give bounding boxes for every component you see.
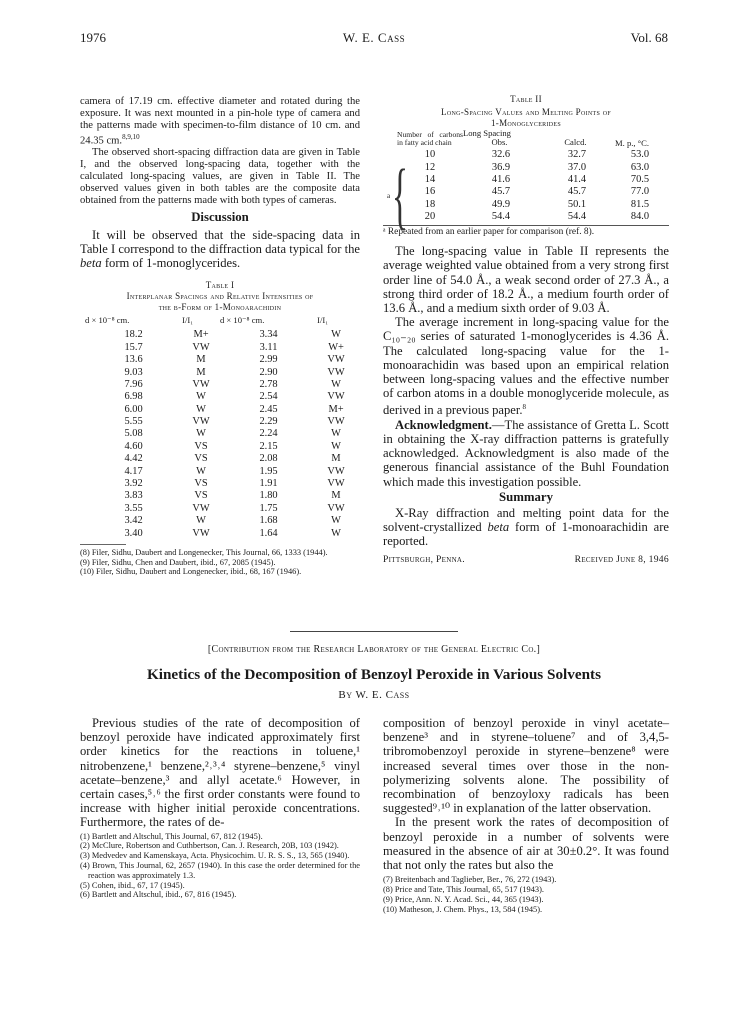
table2-row (397, 199, 665, 211)
table2-row-cell: 41.6 (491, 174, 511, 186)
footnote: (9) Price, Ann. N. Y. Acad. Sci., 44, 365 (1943). (383, 894, 544, 904)
table1-head-d: d × 10⁻⁸ cm. (85, 315, 130, 326)
table1-row-cell: 3.83 (124, 490, 143, 502)
table1-row-cell: 4.42 (124, 453, 143, 465)
table1-row-cell: W (196, 515, 206, 527)
table2-head-long-spacing: Long Spacing Obs. Calcd. (463, 128, 587, 147)
table1-row (85, 342, 355, 354)
table1-row-cell: VW (327, 416, 345, 428)
table2-row-cell: 81.5 (630, 198, 650, 210)
footnote: (7) Breitenbach and Taglieber, Ber., 76, 272 (1943). (383, 875, 557, 885)
table1-label: Table I (205, 280, 235, 291)
table2-row-cell: 10 (424, 149, 436, 161)
table2-brace: { (392, 155, 408, 237)
contribution-line: [Contribution from the Research Laboratory of the General Electric Co.] (207, 644, 541, 655)
table2-row (397, 186, 665, 198)
table2-row-cell: 14 (424, 174, 436, 186)
table2-row (397, 211, 665, 223)
table1-row-cell: VS (194, 440, 208, 452)
table1-row-cell: 18.2 (124, 329, 143, 341)
table1-row (85, 503, 355, 515)
table1-row-cell: 2.99 (259, 354, 278, 366)
discussion-paragraph: It will be observed that the side-spacing data in Table I correspond to the diffraction data typical for the beta form of 1-monoglycerides. (80, 227, 360, 270)
footnote: (10) Filer, Sidhu, Daubert and Longenecker, ibid., 68, 167 (1946). (80, 567, 302, 577)
table1-row-cell: VW (192, 502, 210, 514)
article-left-footnotes (80, 832, 360, 901)
article-left-paragraph: Previous studies of the rate of decomposition of benzoyl peroxide have indicated approximately first order kinetics for the reactions in toluene,¹ nitrobenzene,¹ benzene,²˒³˒⁴ styrene–benzene,⁵ vinyl acetate–benzene,³ and allyl acetate.⁶ However, in certain cases,⁵˒⁶ the first order constants were found to increase with higher initial peroxide concentrations. Furthermore, the rates of de- (80, 716, 360, 830)
table1-row-cell: 1.91 (259, 478, 278, 490)
table1-row (85, 329, 355, 341)
footnote: (8) Price and Tate, This Journal, 65, 517 (1943). (383, 885, 544, 895)
table1-row-cell: 5.08 (124, 428, 143, 440)
table1-row-cell: W (196, 428, 206, 440)
table2-row-cell: 70.5 (630, 174, 650, 186)
article-title: Kinetics of the Decomposition of Benzoyl Peroxide in Various Solvents (146, 666, 602, 683)
table1-row-cell: 2.45 (259, 403, 278, 415)
table1-row-cell: M+ (193, 329, 209, 341)
table1-row-cell: VS (194, 478, 208, 490)
table2-row-cell: 12 (424, 161, 436, 173)
table1-row (85, 478, 355, 490)
table2-row-cell: 41.4 (567, 174, 587, 186)
table1-row-cell: 1.75 (259, 502, 278, 514)
table1-row-cell: 2.90 (259, 366, 278, 378)
table1-row-cell: W (331, 440, 341, 452)
table1-row (85, 416, 355, 428)
table1-row-cell: 3.42 (124, 515, 143, 527)
intro-paragraph-2: The observed short-spacing diffraction data are given in Table I, and the observed long-spacing data, together with the calculated long-spacing values, are given in Table II. The observed values given in both tables are the composite data obtained from the patterns made with both types of cameras. (80, 147, 360, 206)
table1-row (85, 527, 355, 539)
table1-row-cell: VW (192, 341, 210, 353)
table1-row-cell: M+ (328, 403, 344, 415)
running-header (80, 30, 668, 46)
table2-row-cell: 54.4 (491, 211, 511, 223)
table1-head-i: I/I₁ (182, 315, 194, 326)
table1-row-cell: 6.00 (124, 403, 143, 415)
article-right-paragraph-1: composition of benzoyl peroxide in vinyl acetate–benzene³ and in styrene–toluene⁷ and of 3,4,5-tribromobenzoyl peroxide in styrene–benzene⁸ were increased several times over those in the non-polymerizing solvents alone. The possibility of recombination of benzoyloxy radicals has been suggested⁹˒¹⁰ in explanation of the latter observation. (383, 716, 669, 816)
right-paragraph-1: The long-spacing value in Table II represents the average weighted value obtained from a very strong first order line of 54.0 Å., a weak second order of 27.3 Å., a strong third order of 18.2 Å., a medium fourth order of 13.6 Å., and a medium sixth order of 9.03 Å. (383, 244, 669, 315)
footnote: (8) Filer, Sidhu, Daubert and Longenecker, This Journal, 66, 1333 (1944). (80, 547, 328, 557)
article-right-column (383, 716, 669, 914)
table2-row-cell: 36.9 (491, 161, 511, 173)
running-author: W. E. Cass (342, 30, 406, 45)
table1-head-d: d × 10⁻⁸ cm. (219, 315, 265, 326)
footnote: (5) Cohen, ibid., 67, 17 (1945). (80, 880, 185, 890)
received-date: Received June 8, 1946 (574, 554, 669, 566)
table1-row-cell: VS (194, 490, 208, 502)
table2-row-cell: 84.0 (630, 211, 650, 223)
table2-row-cell: 20 (424, 211, 436, 223)
table1-row-cell: 2.54 (259, 391, 278, 403)
table2-row (397, 149, 665, 161)
table1-row-cell: 2.78 (259, 378, 278, 390)
table1-row-cell: W (331, 378, 341, 390)
table1-row-cell: 9.03 (124, 366, 143, 378)
footnote-rule (80, 544, 126, 545)
article-right-paragraph-2: In the present work the rates of decomposition of benzoyl peroxide in a number of solvents were measured in the absence of air at 30±0.2°. It was found that not only the rates but also the (383, 815, 669, 873)
table2-row-cell: 18 (424, 198, 436, 210)
left-footnotes (80, 548, 360, 577)
table1-row-cell: 3.34 (259, 329, 278, 341)
table1-row (85, 515, 355, 527)
footnote: (9) Filer, Sidhu, Chen and Daubert, ibid., 67, 2085 (1945). (80, 557, 276, 567)
table1-row-cell: 1.68 (259, 515, 278, 527)
table2-row-cell: 16 (424, 186, 436, 198)
table1-row-cell: M (331, 453, 341, 465)
table1-row-cell: 1.80 (259, 490, 278, 502)
table1-row-cell: VW (327, 366, 345, 378)
table2-row-cell: 45.7 (567, 186, 587, 198)
right-column (383, 94, 669, 566)
table2 (397, 129, 665, 223)
table1-row-cell: W (331, 428, 341, 440)
table1-row-cell: 2.15 (259, 440, 278, 452)
table2-footnote: ᵃ Repeated from an earlier paper for comparison (ref. 8). (383, 227, 595, 238)
footnote: (3) Medvedev and Kamenskaya, Acta. Physicochim. U. R. S. S., 13, 565 (1940). (80, 851, 350, 861)
table1-row-cell: 3.55 (124, 502, 143, 514)
table2-head-mp: M. p., °C. (615, 137, 649, 148)
table1-row-cell: VW (327, 465, 345, 477)
article-right-footnotes (383, 875, 669, 914)
table1-row-cell: M (196, 366, 206, 378)
volume-label: Vol. 68 (630, 30, 668, 45)
footnote: (10) Matheson, J. Chem. Phys., 13, 584 (1945). (383, 904, 543, 914)
table1-row-cell: 5.55 (124, 416, 143, 428)
table1-head-i: I/I₁ (317, 315, 329, 326)
table1 (85, 315, 355, 540)
table1-row-cell: VW (327, 391, 345, 403)
table1-row (85, 366, 355, 378)
table1-row-cell: W (196, 403, 206, 415)
table1-row-cell: VW (327, 502, 345, 514)
footnote: (4) Brown, This Journal, 62, 2657 (1940). In this case the order determined for the reaction was approximately 1.3. (80, 861, 360, 880)
table1-row (85, 465, 355, 477)
table1-caption-line1: Interplanar Spacings and Relative Intensities of (126, 291, 314, 302)
left-column (80, 96, 360, 577)
table1-row-cell: W (331, 527, 341, 539)
table1-row-cell: 13.6 (124, 354, 143, 366)
table2-row-cell: 50.1 (567, 198, 587, 210)
table1-row-cell: 2.08 (259, 453, 278, 465)
table1-row-cell: VW (192, 527, 210, 539)
table1-row-cell: W (331, 515, 341, 527)
acknowledgment-paragraph: Acknowledgment.—The assistance of Gretta L. Scott in obtaining the X-ray diffraction patterns is gratefully acknowledged. Acknowledgment is also made of the generous financial assistance of the Buhl Foundation which made this investigation possible. (383, 417, 669, 489)
table2-row-cell: 37.0 (567, 161, 587, 173)
table2-head-carbons: Number of carbons in fatty acid chain (397, 130, 463, 147)
table1-row-cell: 6.98 (124, 391, 143, 403)
table1-row (85, 379, 355, 391)
table2-row (397, 161, 665, 173)
table2-label: Table II (510, 94, 542, 104)
table1-row-cell: W (196, 465, 206, 477)
article-left-column (80, 716, 360, 900)
table1-row-cell: 3.11 (259, 341, 278, 353)
table1-row-cell: W+ (328, 341, 344, 353)
table1-row (85, 391, 355, 403)
table2-brace-footnote-mark: a (387, 192, 391, 200)
dateline (383, 554, 669, 566)
table1-row (85, 490, 355, 502)
table2-row (397, 174, 665, 186)
footnote: (2) McClure, Robertson and Cuthbertson, Can. J. Research, 20B, 103 (1942). (80, 841, 339, 851)
summary-heading: Summary (498, 489, 554, 504)
table1-row-cell: VW (327, 478, 345, 490)
intro-paragraph-1: camera of 17.19 cm. effective diameter and rotated during the exposure. It was next mounted in a pin-hole type of camera and the patterns made with specimen-to-film distance of 10 cm. and 24.35 cm.$^{8,9,10}$ (80, 96, 360, 147)
table1-row-cell: 4.17 (124, 465, 143, 477)
table1-row-cell: 1.64 (259, 527, 278, 539)
footnote: (1) Bartlett and Altschul, This Journal, 67, 812 (1945). (80, 831, 263, 841)
table2-caption-line2: 1-Monoglycerides (490, 118, 562, 128)
table1-row-cell: VW (327, 354, 345, 366)
table2-row-cell: 49.9 (491, 198, 511, 210)
summary-paragraph: X-Ray diffraction and melting point data for the solvent-crystallized beta form of 1-monoarachidin are reported. (383, 505, 670, 549)
place: Pittsburgh, Penna. (383, 554, 465, 566)
table1-row-cell: VW (192, 416, 210, 428)
table1-row-cell: 7.96 (124, 378, 143, 390)
table1-row-cell: 15.7 (124, 341, 143, 353)
table2-caption-line1: Long-Spacing Values and Melting Points of (441, 107, 611, 117)
table1-row-cell: M (196, 354, 206, 366)
discussion-heading: Discussion (191, 209, 249, 224)
page-number: 1976 (80, 30, 106, 45)
table1-row-cell: W (331, 329, 341, 341)
table2-row-cell: 63.0 (630, 161, 650, 173)
table2-row-cell: 45.7 (491, 186, 511, 198)
table1-row-cell: VS (194, 453, 208, 465)
table1-row-cell: 1.95 (259, 465, 278, 477)
table1-row-cell: 3.92 (124, 478, 143, 490)
table2-row-cell: 53.0 (630, 149, 650, 161)
table1-row-cell: 4.60 (124, 440, 143, 452)
right-paragraph-2: The average increment in long-spacing value for the C₁₀₋₂₀ series of saturated 1-monoglycerides is 4.36 Å. The calculated long-spacing value for the 1-monoarachidin was based upon an empirical relation between long-spacing values and the effective number of carbon atoms in a double monoglyceride molecule, as derived in a previous paper.$^8$ (383, 315, 669, 418)
article-byline: By W. E. Cass (338, 689, 410, 701)
table1-row (85, 354, 355, 366)
table1-row-cell: 2.29 (259, 416, 278, 428)
table1-row-cell: 2.24 (259, 428, 278, 440)
table1-row-cell: 3.40 (124, 527, 143, 539)
table2-row-cell: 32.7 (567, 149, 587, 161)
table2-row-cell: 54.4 (567, 211, 587, 223)
table1-row (85, 428, 355, 440)
table1-row (85, 453, 355, 465)
table1-caption-line2: the β-Form of 1-Monoarachidin (158, 302, 282, 313)
footnote: (6) Bartlett and Altschul, ibid., 67, 816 (1945). (80, 890, 237, 900)
table2-row-cell: 77.0 (630, 186, 650, 198)
table1-row-cell: VW (192, 378, 210, 390)
table1-row (85, 403, 355, 415)
table1-row-cell: W (196, 391, 206, 403)
article-divider (290, 631, 458, 632)
table1-row (85, 441, 355, 453)
table1-row-cell: M (331, 490, 341, 502)
table2-row-cell: 32.6 (491, 149, 511, 161)
